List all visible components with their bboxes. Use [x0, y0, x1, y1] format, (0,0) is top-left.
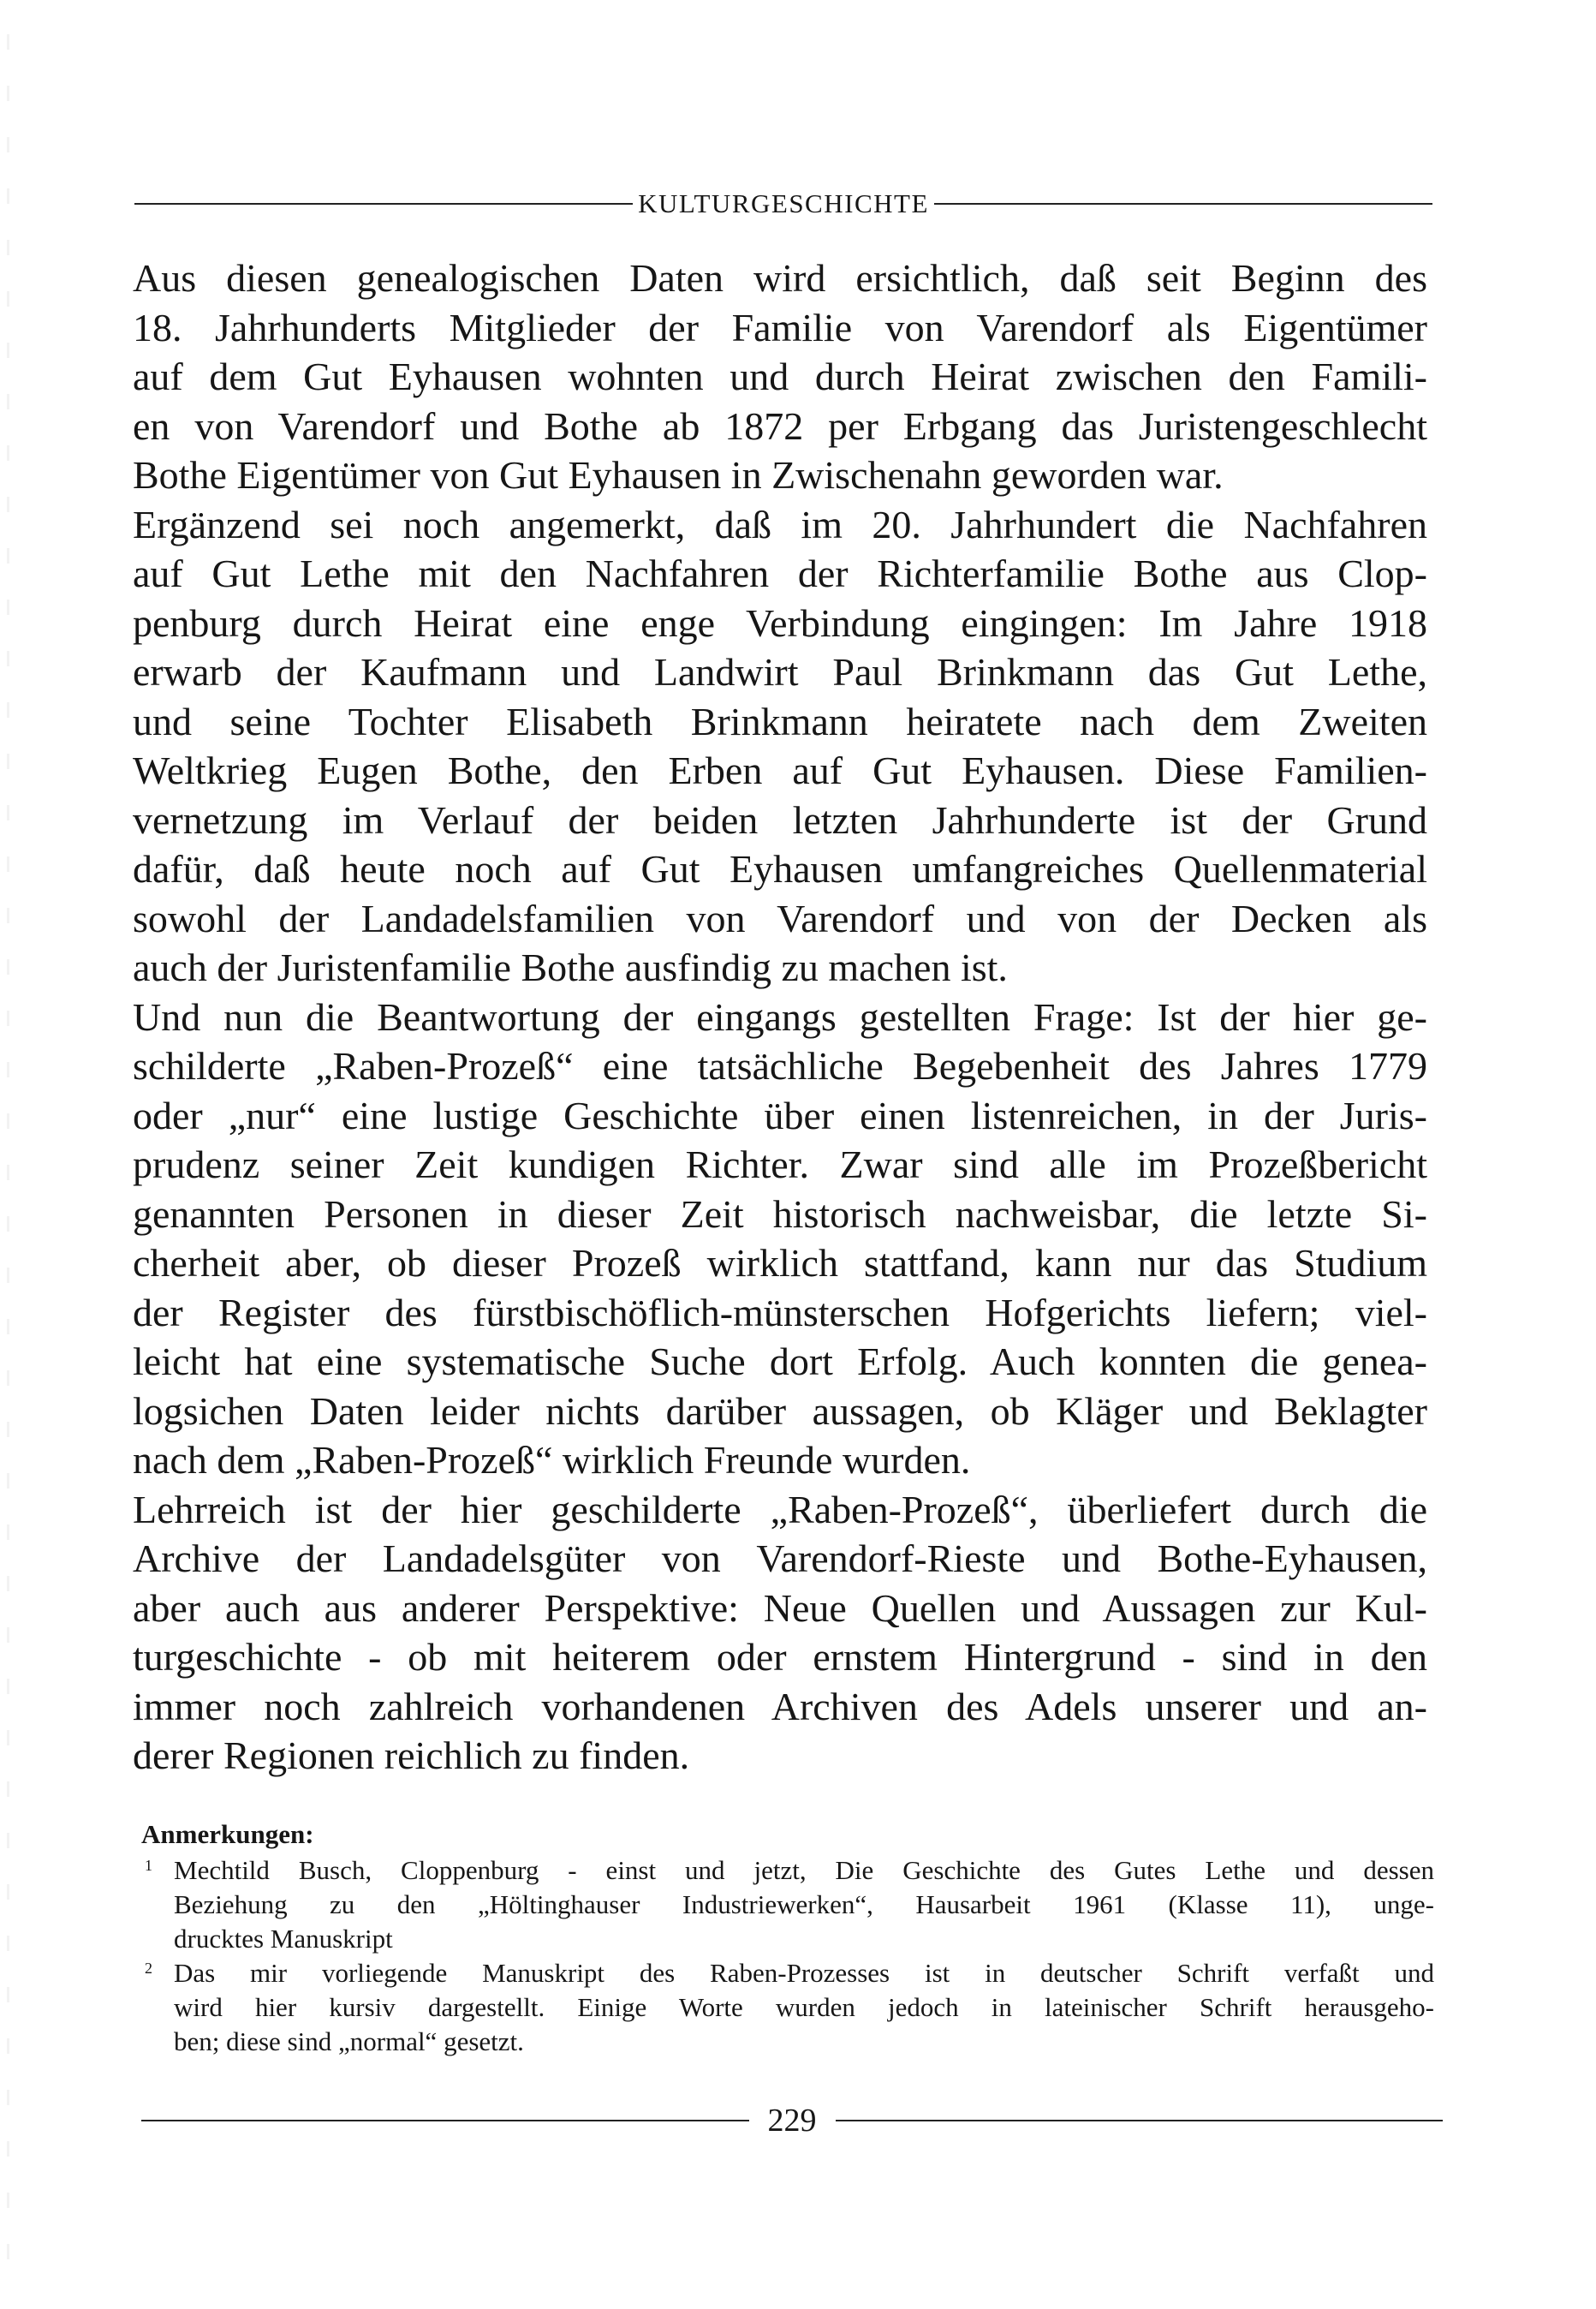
text-line: Aus diesen genealogischen Daten wird ersichtlich, daß seit Beginn des: [133, 256, 1427, 300]
footnote-line: drucktes Manuskript: [174, 1924, 393, 1954]
main-text: [133, 254, 1427, 1781]
footnote-number: 1: [145, 1857, 152, 1874]
text-line: Bothe Eigentümer von Gut Eyhausen in Zwischenahn geworden war.: [133, 453, 1224, 497]
footnote: [141, 1956, 1434, 2059]
running-title: KULTURGESCHICHTE: [638, 188, 929, 218]
text-line: dafür, daß heute noch auf Gut Eyhausen umfangreiches Quellenmaterial: [133, 847, 1427, 891]
text-line: aber auch aus anderer Perspektive: Neue Quellen und Aussagen zur Kul-: [133, 1585, 1427, 1630]
header-rule-left: [134, 203, 633, 205]
footnotes: [141, 1817, 1434, 2059]
text-line: nach dem „Raben-Prozeß“ wirklich Freunde wurden.: [133, 1438, 971, 1482]
text-line: vernetzung im Verlauf der beiden letzten Jahrhunderte ist der Grund: [133, 797, 1427, 842]
text-line: Lehrreich ist der hier geschilderte „Raben-Prozeß“, überliefert durch die: [133, 1487, 1427, 1531]
text-line: erwarb der Kaufmann und Landwirt Paul Brinkmann das Gut Lethe,: [133, 650, 1427, 694]
footer-rule-left: [141, 2120, 749, 2121]
text-line: schilderte „Raben-Prozeß“ eine tatsächliche Begebenheit des Jahres 1779: [133, 1044, 1427, 1088]
text-line: cherheit aber, ob dieser Prozeß wirklich stattfand, kann nur das Studium: [133, 1241, 1427, 1285]
text-line: en von Varendorf und Bothe ab 1872 per Erbgang das Juristengeschlecht: [133, 403, 1427, 448]
text-line: Weltkrieg Eugen Bothe, den Erben auf Gut Eyhausen. Diese Familien-: [133, 749, 1427, 792]
text-line: sowohl der Landadelsfamilien von Varendorf und von der Decken als: [133, 896, 1427, 940]
page-footer: [141, 2100, 1443, 2141]
text-line: leicht hat eine systematische Suche dort Erfolg. Auch konnten die genea-: [133, 1339, 1427, 1383]
text-line: logsichen Daten leider nichts darüber aussagen, ob Kläger und Beklagter: [133, 1388, 1427, 1433]
text-line: auf Gut Lethe mit den Nachfahren der Richterfamilie Bothe aus Clop-: [133, 552, 1427, 595]
footnote-line: wird hier kursiv dargestellt. Einige Worte wurden jedoch in lateinischer Schrift herausgeho-: [174, 1992, 1434, 2022]
footer-rule-right: [836, 2120, 1444, 2121]
running-header: [134, 187, 1432, 221]
text-line: prudenz seiner Zeit kundigen Richter. Zwar sind alle im Prozeßbericht: [133, 1143, 1427, 1186]
footnote-line: Mechtild Busch, Cloppenburg - einst und jetzt, Die Geschichte des Gutes Lethe und dessen: [174, 1855, 1434, 1885]
text-line: immer noch zahlreich vorhandenen Archiven des Adels unserer und an-: [133, 1684, 1427, 1728]
text-line: penburg durch Heirat eine enge Verbindung eingingen: Im Jahre 1918: [133, 600, 1427, 645]
footnote: [141, 1853, 1434, 1956]
scan-edge-artifact: [7, 34, 9, 2261]
text-line: turgeschichte - ob mit heiterem oder ernstem Hintergrund - sind in den: [133, 1635, 1427, 1679]
text-line: 18. Jahrhunderts Mitglieder der Familie von Varendorf als Eigentümer: [133, 305, 1427, 349]
text-line: oder „nur“ eine lustige Geschichte über einen listenreichen, in der Juris-: [133, 1093, 1427, 1137]
footnotes-heading: Anmerkungen:: [141, 1819, 314, 1849]
text-line: Ergänzend sei noch angemerkt, daß im 20. Jahrhundert die Nachfahren: [133, 502, 1427, 546]
header-rule-right: [934, 203, 1432, 205]
text-line: Und nun die Beantwortung der eingangs gestellten Frage: Ist der hier ge-: [133, 994, 1427, 1039]
footnote-line: Das mir vorliegende Manuskript des Raben-Prozesses ist in deutscher Schrift verfaßt und: [174, 1958, 1434, 1988]
text-line: und seine Tochter Elisabeth Brinkmann heiratete nach dem Zweiten: [133, 699, 1427, 743]
text-line: Archive der Landadelsgüter von Varendorf-Rieste und Bothe-Eyhausen,: [133, 1536, 1427, 1580]
text-line: genannten Personen in dieser Zeit historisch nachweisbar, die letzte Si-: [133, 1191, 1427, 1236]
footnote-line: ben; diese sind „normal“ gesetzt.: [174, 2026, 524, 2056]
page-number: 229: [767, 2103, 817, 2139]
text-line: derer Regionen reichlich zu finden.: [133, 1733, 690, 1777]
text-line: auf dem Gut Eyhausen wohnten und durch Heirat zwischen den Famili-: [133, 355, 1427, 398]
footnote-number: 2: [145, 1960, 152, 1977]
text-line: der Register des fürstbischöflich-münsterschen Hofgerichts liefern; viel-: [133, 1290, 1427, 1334]
text-line: auch der Juristenfamilie Bothe ausfindig zu machen ist.: [133, 946, 1008, 989]
footnote-line: Beziehung zu den „Höltinghauser Industriewerken“, Hausarbeit 1961 (Klasse 11), unge-: [174, 1889, 1434, 1919]
